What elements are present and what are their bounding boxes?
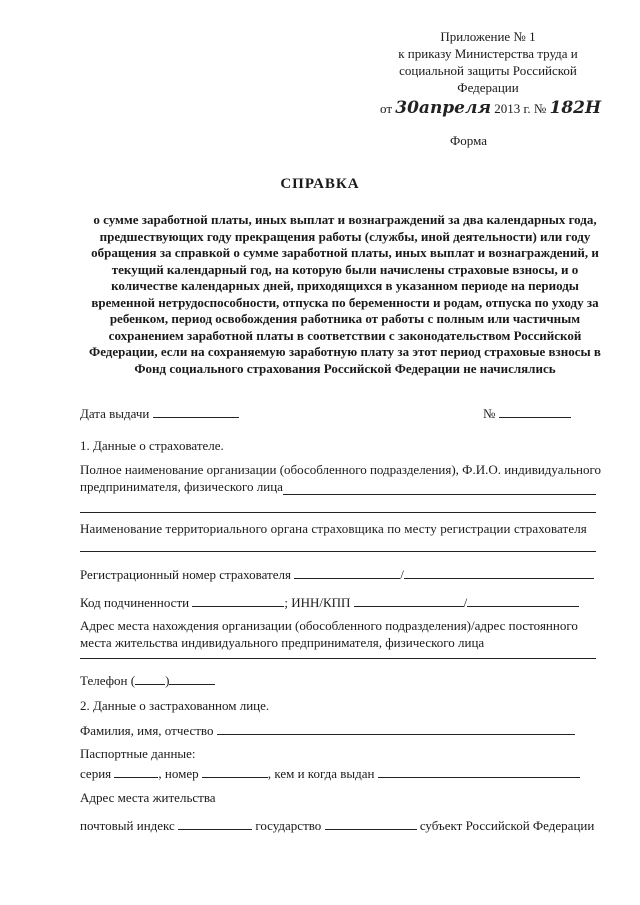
address-label-line1: Адрес места нахождения организации (обособленного подразделения)/адрес постоянного [80,618,578,633]
kpp-field[interactable] [467,593,579,607]
order-prefix: от [380,101,393,116]
residence-row [80,816,594,834]
full-name-row [80,721,575,739]
subordination-field[interactable] [192,593,284,607]
subordination-row [80,593,579,611]
org-name-field-extra[interactable] [80,512,596,513]
phone-row [80,671,215,689]
document-title: СПРАВКА [280,176,360,192]
postal-code-field[interactable] [178,816,252,830]
reg-number-label: Регистрационный номер страхователя [80,567,291,582]
appendix-line: Приложение № 1 [440,29,536,44]
country-field[interactable] [325,816,417,830]
address-field[interactable] [80,658,596,659]
form-label: Форма [450,133,487,148]
appendix-line: к приказу Министерства труда и [398,46,578,61]
passport-series-field[interactable] [114,764,158,778]
passport-number-field[interactable] [202,764,268,778]
subordination-label: Код подчиненности [80,595,190,610]
appendix-block [378,28,598,96]
section1-heading: 1. Данные о страхователе. [80,438,224,453]
territorial-body-field[interactable] [80,551,596,552]
appendix-line: Федерации [457,80,519,95]
postal-code-label: почтовый индекс [80,818,175,833]
full-name-label: Фамилия, имя, отчество [80,723,214,738]
passport-series-label: серия [80,766,112,781]
issue-number [483,404,571,422]
order-year: 2013 г. № [494,101,547,116]
order-number-handwritten: 182Н [549,98,602,118]
phone-number-field[interactable] [169,671,215,685]
document-subtitle: о сумме заработной платы, иных выплат и вознаграждений за два календарных года, предшествующих году прекращения работы (службы, иной деятельности) или году обращения за справкой о сумме заработной платы, иных выплат и вознаграждений, и текущий календарный год, на которую были начислены страховые взносы, и о количестве календарных дней, приходящихся в указанном периоде на периоды временной нетрудоспособности, отпуска по беременности и родам, отпуска по уходу за ребенком, период освобождения работника от работы с полным или частичным сохранением заработной платы в соответствии с законодательством Российской Федерации, если на сохраняемую заработную плату за этот период страховые взносы в Фонд социального страхования Российской Федерации не начислялись [89,212,601,376]
org-name-label-line1: Полное наименование организации (обособленного подразделения), Ф.И.О. индивидуального [80,462,602,477]
full-name-field[interactable] [217,721,575,735]
issue-date-field[interactable] [153,404,239,418]
reg-number-slash: / [400,567,404,582]
section2-heading: 2. Данные о застрахованном лице. [80,698,270,713]
issue-number-label: № [483,406,496,421]
phone-close: ) [165,673,170,688]
passport-issued-label: , кем и когда выдан [267,766,375,781]
passport-label: Паспортные данные: [80,746,196,761]
passport-issued-field[interactable] [378,764,580,778]
territorial-body-label: Наименование территориального органа страховщика по месту регистрации страхователя [80,521,587,536]
inn-kpp-slash: / [463,595,468,610]
phone-label: Телефон ( [80,673,136,688]
passport-number-label: , номер [158,766,199,781]
address-label-line2: места жительства индивидуального предпринимателя, физического лица [80,635,485,650]
region-label: субъект Российской Федерации [419,818,595,833]
country-label: государство [255,818,322,833]
reg-number-row [80,565,594,583]
issue-number-field[interactable] [499,404,571,418]
appendix-line: социальной защиты Российской [399,63,577,78]
reg-number-field-a[interactable] [294,565,400,579]
residence-label: Адрес места жительства [80,790,216,805]
phone-code-field[interactable] [135,671,165,685]
order-date-handwritten: 30апреля [395,98,491,118]
inn-kpp-label: ; ИНН/КПП [284,595,351,610]
org-name-label-line2 [80,479,283,495]
inn-field[interactable] [354,593,464,607]
org-name-label-text: предпринимателя, физического лица [80,479,283,494]
org-name-field[interactable] [283,494,596,495]
issue-date [80,404,239,422]
passport-row [80,764,580,782]
reg-number-field-b[interactable] [404,565,594,579]
issue-date-label: Дата выдачи [80,406,150,421]
order-reference [380,98,601,118]
